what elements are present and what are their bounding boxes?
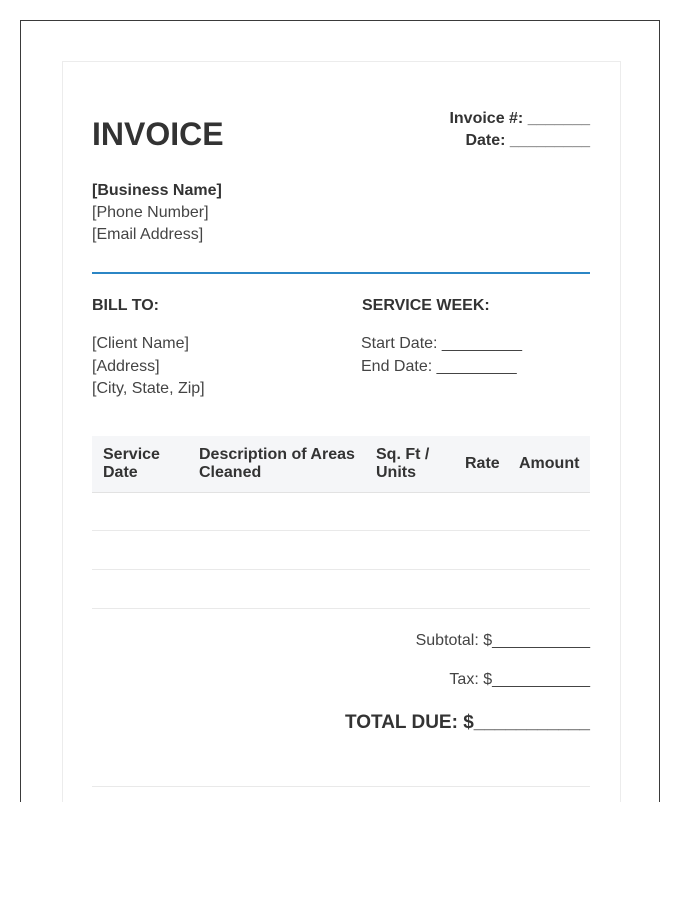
footer-divider <box>92 786 590 787</box>
client-address: [Address] <box>92 358 160 375</box>
table-header <box>92 436 590 493</box>
bill-to-heading: BILL TO: <box>92 297 159 314</box>
tax-field: Tax: $___________ <box>449 671 590 688</box>
table-row <box>92 569 590 570</box>
table-row <box>92 530 590 531</box>
subtotal-field: Subtotal: $___________ <box>415 632 590 649</box>
header-divider <box>92 272 590 274</box>
invoice-number-field: Invoice #: _______ <box>449 110 590 127</box>
column-header-description: Description of Areas Cleaned <box>199 446 355 481</box>
invoice-date-field: Date: _________ <box>465 132 590 149</box>
client-city-state-zip: [City, State, Zip] <box>92 380 205 397</box>
table-row <box>92 608 590 609</box>
column-header-amount: Amount <box>519 455 580 472</box>
column-header-service-date: Service Date <box>103 446 160 481</box>
invoice-title: INVOICE <box>92 116 224 152</box>
column-header-sqft-units: Sq. Ft / Units <box>376 446 430 481</box>
business-phone: [Phone Number] <box>92 204 209 221</box>
business-email: [Email Address] <box>92 226 204 243</box>
invoice-sheet <box>62 61 621 802</box>
column-header-rate: Rate <box>465 455 500 472</box>
client-name: [Client Name] <box>92 335 189 352</box>
start-date-field: Start Date: _________ <box>361 335 523 352</box>
business-name: [Business Name] <box>92 182 222 199</box>
end-date-field: End Date: _________ <box>361 358 517 375</box>
service-week-heading: SERVICE WEEK: <box>362 297 490 314</box>
total-due-field: TOTAL DUE: $___________ <box>344 712 590 733</box>
